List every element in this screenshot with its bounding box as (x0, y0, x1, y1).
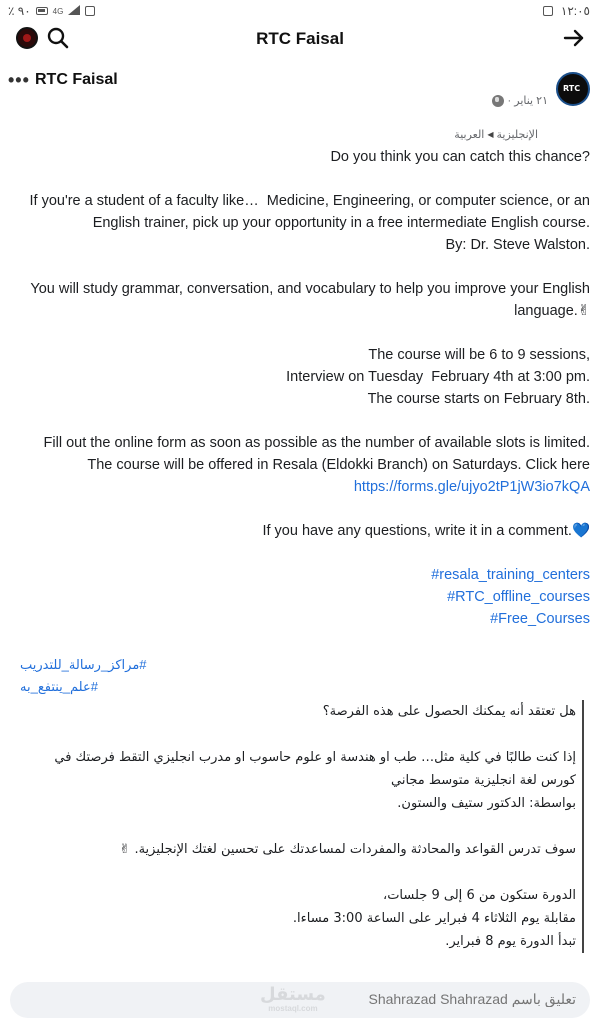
hashtag-link[interactable]: #resala_training_centers (431, 567, 590, 583)
translation-toggle[interactable] (454, 128, 538, 141)
watermark-logo: مستقل mostaql.com (260, 984, 326, 1013)
back-button[interactable] (562, 26, 586, 50)
post-text-paragraph: You will study grammar, conversation, and vocabulary to help you improve your English language.✌ (30, 281, 595, 319)
hashtag-link[interactable]: #Free_Courses (490, 611, 590, 627)
notification-icon (85, 6, 95, 16)
status-bar-left (8, 4, 95, 18)
post-text-paragraph: سوف تدرس القواعد والمحادثة والمفردات لمساعدتك على تحسين لغتك الإنجليزية. ✌ (119, 842, 576, 857)
arrow-right-icon (562, 26, 586, 50)
hashtag-link[interactable]: #مراكز_رسالة_للتدريب (20, 657, 147, 672)
clock: ١٢:٠٥ (560, 4, 590, 18)
form-link[interactable]: https://forms.gle/ujyo2tP1jW3io7kQA (353, 479, 590, 495)
comment-input[interactable] (176, 991, 576, 1007)
status-bar (0, 0, 600, 22)
more-options-icon[interactable]: ••• (8, 70, 30, 90)
post-body-english (16, 146, 595, 630)
post-text-paragraph: If you're a student of a faculty like… Medicine, Engineering, or computer science, or an English trainer, pick up your opportunity in a free intermediate English course. By: Dr. Steve Walston. (29, 193, 590, 253)
post-text-paragraph: The course will be 6 to 9 sessions, Interview on Tuesday February 4th at 3:00 pm. The course starts on February 8th. (286, 347, 590, 407)
app-bar (0, 22, 600, 56)
status-bar-right (543, 4, 590, 18)
network-type: 4G (52, 6, 64, 16)
arrow-left-icon: ◀ (487, 130, 494, 139)
translation-to: العربية (454, 129, 485, 141)
page-name[interactable]: RTC Faisal (35, 71, 118, 88)
page-avatar[interactable] (556, 72, 590, 106)
arabic-hashtags (20, 654, 147, 698)
hashtag-link[interactable]: #علم_ينتفع_به (20, 679, 98, 694)
globe-icon (492, 95, 504, 107)
post-text-line: Do you think you can catch this chance? (330, 149, 590, 165)
comment-composer[interactable] (10, 982, 590, 1018)
post-text-paragraph: If you have any questions, write it in a comment.💙 (262, 523, 590, 539)
hashtag-link[interactable]: #RTC_offline_courses (447, 589, 590, 605)
post-body-arabic (22, 700, 584, 953)
gallery-icon (543, 6, 553, 16)
battery-percent: ٪ ٩٠ (8, 4, 31, 18)
page-avatar-logo: RTC (563, 84, 581, 93)
app-title: RTC Faisal (256, 29, 344, 48)
battery-icon (36, 7, 48, 15)
post-text-paragraph: Fill out the online form as soon as possible as the number of available slots is limited. The course will be offered in Resala (Eldokki Branch) on Saturdays. Click here (43, 435, 594, 473)
post-date[interactable]: ٢١ يناير · (507, 95, 548, 107)
post-text-paragraph: الدورة ستكون من 6 إلى 9 جلسات، مقابلة يوم الثلاثاء 4 فبراير على الساعة 3:00 مساءا. تبدأ الدورة يوم 8 فبراير. (292, 888, 576, 949)
post-meta (492, 94, 548, 107)
translation-from: الإنجليزية (496, 129, 538, 141)
post-text-paragraph: إذا كنت طالبًا في كلية مثل… طب او هندسة او علوم حاسوب او مدرب انجليزي التقط فرصتك في كورس لغة انجليزية متوسط مجاني بواسطة: الدكتور ستيف والستون. (54, 750, 576, 811)
signal-icon (68, 4, 80, 18)
post-header (0, 64, 600, 120)
post-text-line: هل تعتقد أنه يمكنك الحصول على هذه الفرصة؟ (322, 704, 576, 719)
